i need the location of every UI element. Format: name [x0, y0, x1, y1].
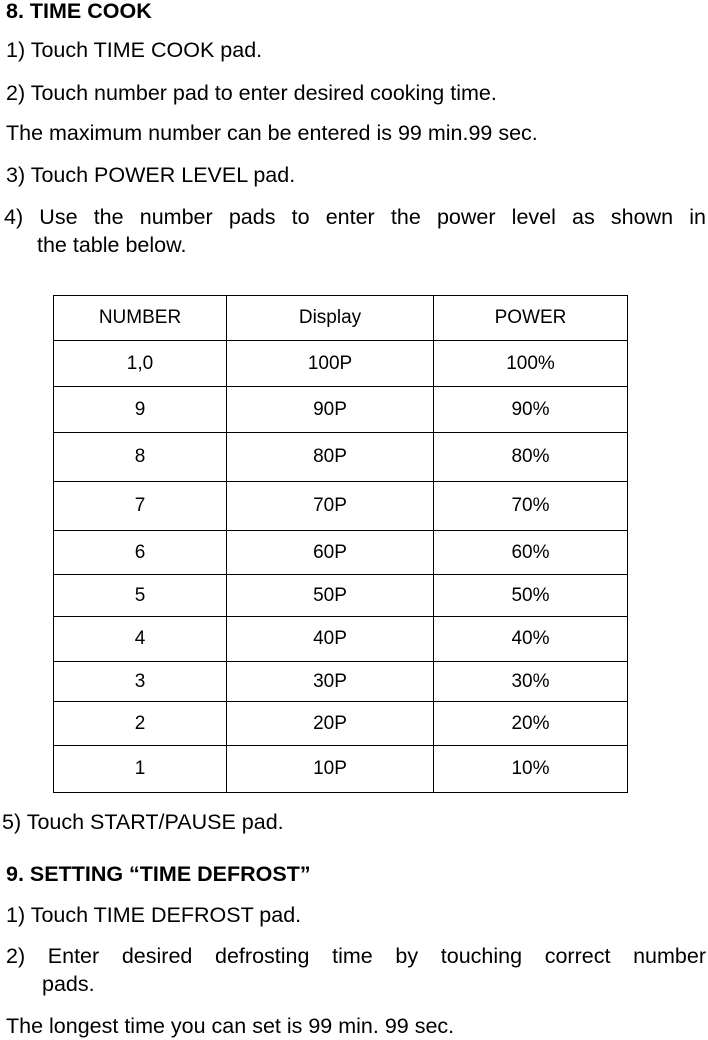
table-cell: 90P: [227, 387, 434, 433]
table-cell: 50%: [434, 575, 628, 617]
table-header-cell: Display: [227, 296, 434, 341]
table-cell: 10P: [227, 746, 434, 793]
table-row: [54, 746, 628, 793]
table-cell: 6: [54, 531, 227, 575]
section-9-step-2-line-1: 2) Enter desired defrosting time by touching correct number: [6, 944, 706, 968]
section-8-title: 8. TIME COOK: [6, 0, 152, 23]
table-cell: 40P: [227, 617, 434, 662]
table-header-cell: POWER: [434, 296, 628, 341]
table-row: [54, 387, 628, 433]
section-8-step-2: 2) Touch number pad to enter desired cooking time.: [6, 81, 497, 105]
table-cell: 50P: [227, 575, 434, 617]
table-cell: 30%: [434, 662, 628, 702]
table-cell: 1: [54, 746, 227, 793]
table-cell: 20%: [434, 702, 628, 746]
table-row: [54, 531, 628, 575]
table-row: [54, 433, 628, 482]
table-cell: 70P: [227, 482, 434, 531]
table-cell: 80%: [434, 433, 628, 482]
table-cell: 7: [54, 482, 227, 531]
table-row: [54, 482, 628, 531]
table-cell: 1,0: [54, 341, 227, 387]
table-cell: 90%: [434, 387, 628, 433]
section-9-step-2-line-2: pads.: [42, 972, 95, 996]
table-row: [54, 341, 628, 387]
table-cell: 60%: [434, 531, 628, 575]
table-cell: 100%: [434, 341, 628, 387]
section-9-step-1: 1) Touch TIME DEFROST pad.: [6, 903, 302, 927]
table-row: [54, 662, 628, 702]
table-cell: 10%: [434, 746, 628, 793]
table-cell: 20P: [227, 702, 434, 746]
table-cell: 3: [54, 662, 227, 702]
table-cell: 4: [54, 617, 227, 662]
table-row: [54, 575, 628, 617]
section-8-step-1: 1) Touch TIME COOK pad.: [6, 38, 263, 62]
table-cell: 5: [54, 575, 227, 617]
table-cell: 9: [54, 387, 227, 433]
section-9-longest-time-note: The longest time you can set is 99 min. 99 sec.: [6, 1014, 455, 1038]
table-cell: 8: [54, 433, 227, 482]
table-cell: 70%: [434, 482, 628, 531]
section-8-step-5: 5) Touch START/PAUSE pad.: [2, 810, 284, 834]
power-level-table: [53, 295, 628, 793]
table-cell: 30P: [227, 662, 434, 702]
table-header-row: [54, 296, 628, 341]
table-cell: 80P: [227, 433, 434, 482]
section-8-step-3: 3) Touch POWER LEVEL pad.: [6, 163, 296, 187]
table-row: [54, 702, 628, 746]
table-cell: 2: [54, 702, 227, 746]
section-8-max-time-note: The maximum number can be entered is 99 min.99 sec.: [6, 121, 538, 145]
section-9-title: 9. SETTING “TIME DEFROST”: [6, 862, 311, 886]
table-header-cell: NUMBER: [54, 296, 227, 341]
table-cell: 60P: [227, 531, 434, 575]
section-8-step-4-line-1: 4) Use the number pads to enter the power level as shown in: [4, 205, 706, 229]
table-row: [54, 617, 628, 662]
table-cell: 100P: [227, 341, 434, 387]
table-cell: 40%: [434, 617, 628, 662]
section-8-step-4-line-2: the table below.: [37, 233, 187, 257]
